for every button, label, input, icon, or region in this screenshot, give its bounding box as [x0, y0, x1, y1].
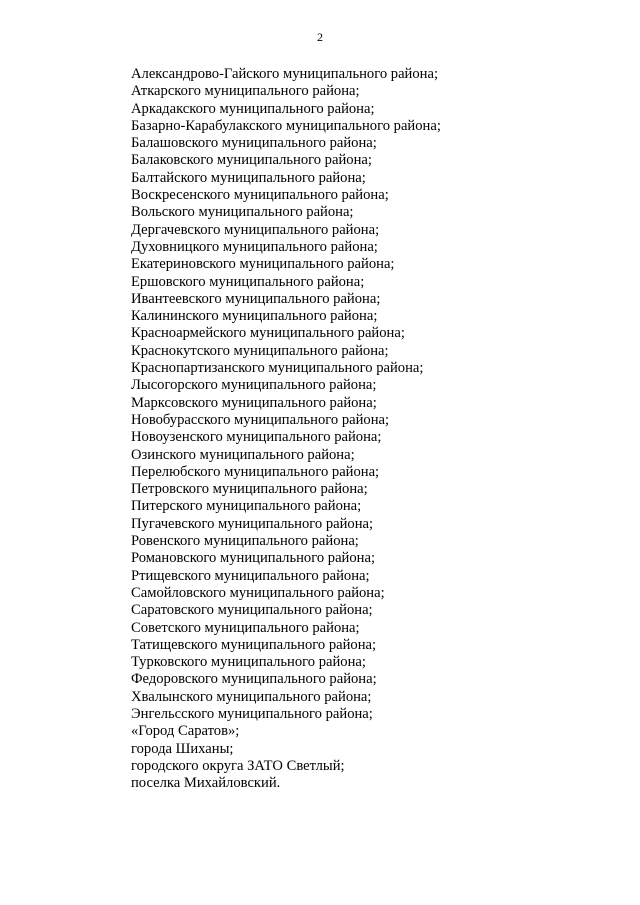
list-item: Дергачевского муниципального района;	[131, 221, 380, 238]
list-item: Саратовского муниципального района;	[131, 602, 373, 619]
list-item: Балтайского муниципального района;	[131, 169, 366, 186]
page-number: 2	[317, 30, 323, 44]
list-item: Балаковского муниципального района;	[131, 152, 372, 169]
list-item: Ровенского муниципального района;	[131, 533, 359, 550]
list-item: Базарно-Карабулакского муниципального района;	[131, 117, 441, 134]
list-item: Энгельсского муниципального района;	[131, 705, 373, 722]
list-item: Краснопартизанского муниципального района;	[131, 360, 424, 377]
list-item: «Город Саратов»;	[131, 723, 240, 740]
list-item: Турковского муниципального района;	[131, 654, 366, 671]
list-item: Озинского муниципального района;	[131, 446, 355, 463]
list-item: Новобурасского муниципального района;	[131, 411, 390, 428]
list-item: Питерского муниципального района;	[131, 498, 362, 515]
list-item: поселка Михайловский.	[131, 775, 281, 792]
list-item: Ртищевского муниципального района;	[131, 567, 370, 584]
list-item: Татищевского муниципального района;	[131, 636, 377, 653]
list-item: Аркадакского муниципального района;	[131, 100, 375, 117]
list-item: Красноармейского муниципального района;	[131, 325, 405, 342]
list-item: Духовницкого муниципального района;	[131, 238, 378, 255]
list-item: Новоузенского муниципального района;	[131, 429, 382, 446]
list-item: Ивантеевского муниципального района;	[131, 290, 381, 307]
list-item: Екатериновского муниципального района;	[131, 256, 395, 273]
list-item: Ершовского муниципального района;	[131, 273, 365, 290]
list-item: Вольского муниципального района;	[131, 204, 354, 221]
list-item: Балашовского муниципального района;	[131, 135, 377, 152]
list-item: Перелюбского муниципального района;	[131, 463, 380, 480]
list-item: Петровского муниципального района;	[131, 481, 368, 498]
list-item: Хвалынского муниципального района;	[131, 688, 372, 705]
list-item: Александрово-Гайского муниципального района;	[131, 66, 439, 82]
district-list	[131, 66, 441, 792]
list-item: Аткарского муниципального района;	[131, 83, 360, 100]
list-item: Пугачевского муниципального района;	[131, 515, 374, 532]
list-item: Романовского муниципального района;	[131, 550, 376, 567]
list-item: Лысогорского муниципального района;	[131, 377, 377, 394]
list-item: Краснокутского муниципального района;	[131, 342, 389, 359]
list-item: Марксовского муниципального района;	[131, 394, 377, 411]
list-item: города Шиханы;	[131, 740, 234, 757]
list-item: Федоровского муниципального района;	[131, 671, 377, 688]
list-item: Советского муниципального района;	[131, 619, 360, 636]
list-item: Калининского муниципального района;	[131, 308, 378, 325]
list-item: городского округа ЗАТО Светлый;	[131, 757, 345, 774]
list-item: Самойловского муниципального района;	[131, 584, 385, 601]
list-item: Воскресенского муниципального района;	[131, 187, 389, 204]
